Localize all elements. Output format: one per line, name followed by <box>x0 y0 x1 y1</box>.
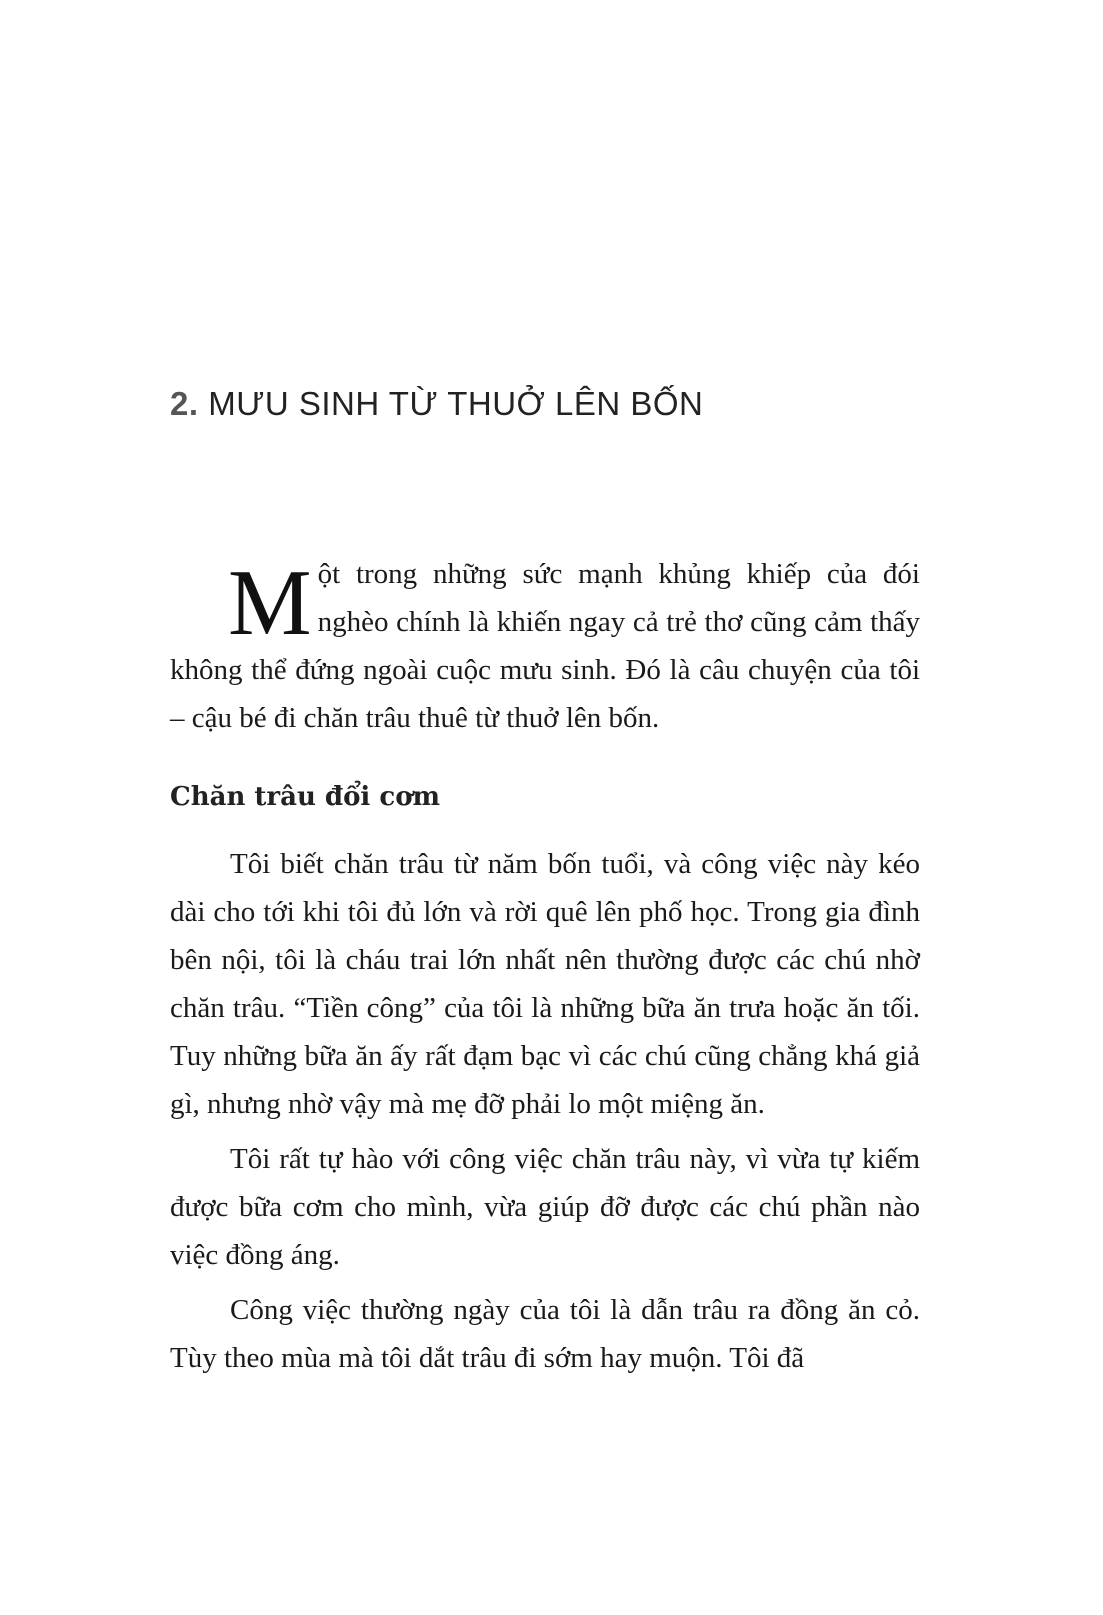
chapter-title-text: MƯU SINH TỪ THUỞ LÊN BỐN <box>208 385 704 422</box>
intro-paragraph <box>170 550 920 742</box>
chapter-number: 2. <box>170 385 199 422</box>
section-heading: Chăn trâu đổi cơm <box>170 782 441 812</box>
section-body <box>170 840 920 1382</box>
intro-text: ột trong những sức mạnh khủng khiếp của đói nghèo chính là khiến ngay cả trẻ thơ cũng cảm thấy không thể đứng ngoài cuộc mưu sinh. Đó là câu chuyện của tôi – cậu bé đi chăn trâu thuê từ thuở lên bốn. <box>170 558 920 734</box>
body-paragraph: Tôi biết chăn trâu từ năm bốn tuổi, và công việc này kéo dài cho tới khi tôi đủ lớn và rời quê lên phố học. Trong gia đình bên nội, tôi là cháu trai lớn nhất nên thường được các chú nhờ chăn trâu. “Tiền công” của tôi là những bữa ăn trưa hoặc ăn tối. Tuy những bữa ăn ấy rất đạm bạc vì các chú cũng chẳng khá giả gì, nhưng nhờ vậy mà mẹ đỡ phải lo một miệng ăn. <box>170 848 920 1120</box>
chapter-title <box>170 385 703 423</box>
body-paragraph: Tôi rất tự hào với công việc chăn trâu này, vì vừa tự kiếm được bữa cơm cho mình, vừa giúp đỡ được các chú phần nào việc đồng áng. <box>170 1143 920 1271</box>
body-paragraph: Công việc thường ngày của tôi là dẫn trâu ra đồng ăn cỏ. Tùy theo mùa mà tôi dắt trâu đi sớm hay muộn. Tôi đã <box>170 1294 920 1374</box>
drop-cap-letter: M <box>228 551 312 655</box>
